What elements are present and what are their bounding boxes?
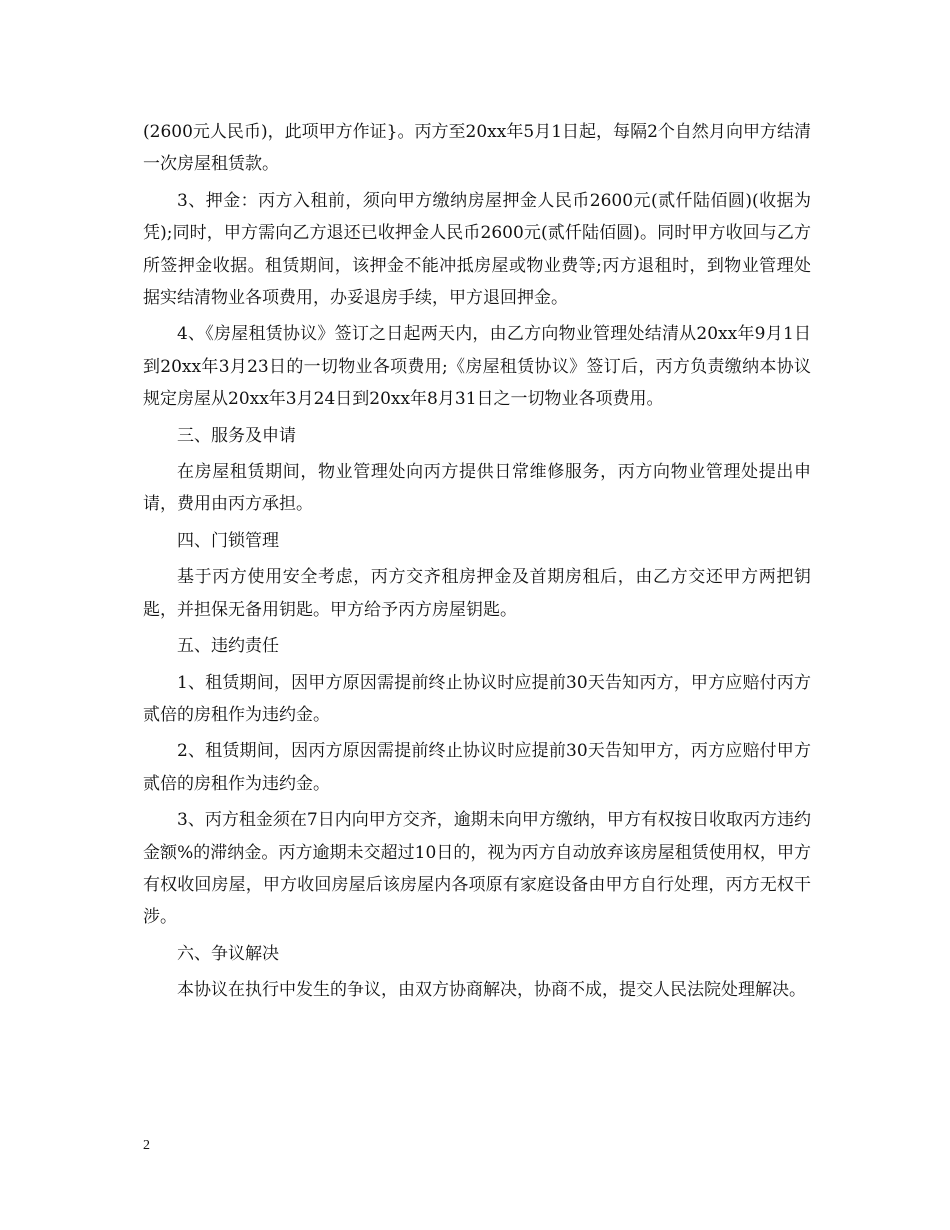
paragraph-door-lock: 基于丙方使用安全考虑，丙方交齐租房押金及首期房租后，由乙方交还甲方两把钥匙，并担保无备用钥匙。甲方给予丙方房屋钥匙。 bbox=[143, 567, 811, 620]
section-heading-service: 三、服务及申请 bbox=[177, 425, 296, 446]
page-number: 2 bbox=[143, 1138, 150, 1153]
paragraph-service: 在房屋租赁期间，物业管理处向丙方提供日常维修服务，丙方向物业管理处提出申请，费用由丙方承担。 bbox=[143, 462, 811, 515]
document-body bbox=[143, 116, 811, 1007]
paragraph-liability-2: 2、租赁期间，因丙方原因需提前终止协议时应提前30天告知甲方，丙方应赔付甲方贰倍的房租作为违约金。 bbox=[143, 741, 811, 794]
section-heading-liability: 五、违约责任 bbox=[177, 636, 279, 657]
paragraph-liability-3: 3、丙方租金须在7日内向甲方交齐，逾期未向甲方缴纳，甲方有权按日收取丙方违约金额%的滞纳金。丙方逾期未交超过10日的，视为丙方自动放弃该房屋租赁使用权，甲方有权收回房屋，甲方收回房屋后该房屋内各项原有家庭设备由甲方自行处理，丙方无权干涉。 bbox=[143, 810, 811, 928]
paragraph-liability-1: 1、租赁期间，因甲方原因需提前终止协议时应提前30天告知丙方，甲方应赔付丙方贰倍的房租作为违约金。 bbox=[143, 672, 811, 725]
paragraph-rent-payment: (2600元人民币)，此项甲方作证}。丙方至20xx年5月1日起，每隔2个自然月向甲方结清一次房屋租赁款。 bbox=[143, 122, 811, 175]
paragraph-deposit: 3、押金：丙方入租前，须向甲方缴纳房屋押金人民币2600元(贰仟陆佰圆)(收据为凭);同时，甲方需向乙方退还已收押金人民币2600元(贰仟陆佰圆)。同时甲方收回与乙方所签押金收据。租赁期间，该押金不能冲抵房屋或物业费等;丙方退租时，到物业管理处据实结清物业各项费用，办妥退房手续，甲方退回押金。 bbox=[143, 190, 811, 309]
section-heading-door-lock: 四、门锁管理 bbox=[177, 530, 279, 551]
section-heading-dispute: 六、争议解决 bbox=[177, 943, 279, 964]
paragraph-dispute: 本协议在执行中发生的争议，由双方协商解决，协商不成，提交人民法院处理解决。 bbox=[177, 980, 806, 1001]
paragraph-property-fees: 4、《房屋租赁协议》签订之日起两天内，由乙方向物业管理处结清从20xx年9月1日到20xx年3月23日的一切物业各项费用;《房屋租赁协议》签订后，丙方负责缴纳本协议规定房屋从20xx年3月24日到20xx年8月31日之一切物业各项费用。 bbox=[143, 324, 811, 410]
